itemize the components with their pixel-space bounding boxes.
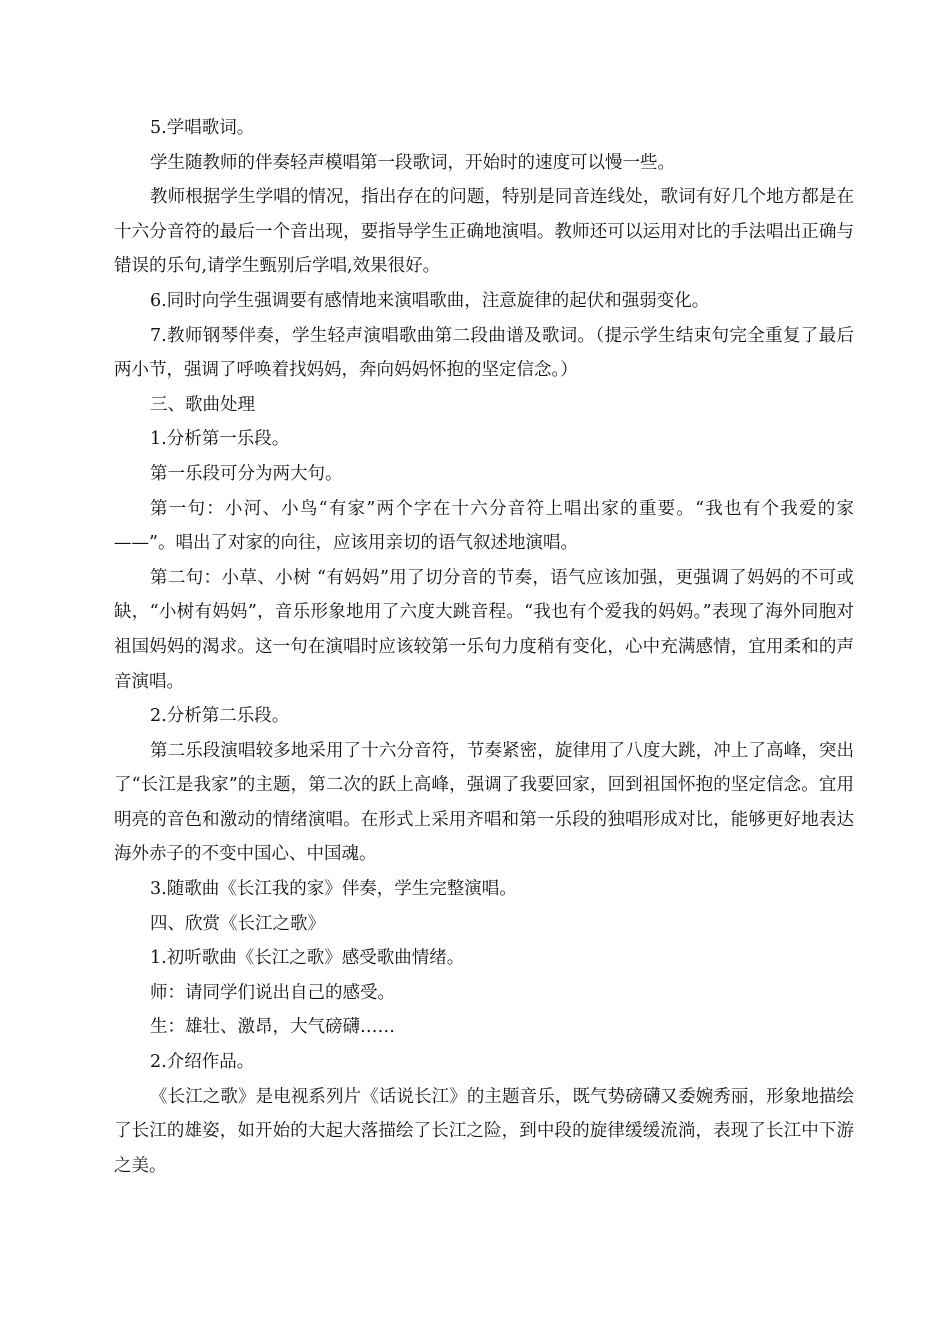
paragraph-student-response: 生：雄壮、激昂，大气磅礴…… (150, 1017, 395, 1038)
paragraph-step-3-sing: 3.随歌曲《长江我的家》伴奏，学生完整演唱。 (150, 879, 517, 900)
paragraph-first-listen: 1.初听歌曲《长江之歌》感受歌曲情绪。 (150, 948, 465, 969)
paragraph-teacher-prompt: 师：请同学们说出自己的感受。 (150, 982, 395, 1003)
paragraph-work-description: 《长江之歌》是电视系列片《话说长江》的主题音乐，既气势磅礴又委婉秀丽，形象地描绘了长江的雄姿，如开始的大起大落描绘了长江之险，到中段的旋律缓缓流淌，表现了长江中下游之美。 (114, 1086, 854, 1176)
paragraph-first-phrase: 第一句：小河、小鸟“有家”两个字在十六分音符上唱出家的重要。“我也有个我爱的家——”。唱出了对家的向往，应该用亲切的语气叙述地演唱。 (114, 498, 854, 554)
paragraph-teacher-guidance: 教师根据学生学唱的情况，指出存在的问题，特别是同音连线处，歌词有好几个地方都是在十六分音符的最后一个音出现，要指导学生正确地演唱。教师还可以运用对比的手法唱出正确与错误的乐句,请学生甄别后学唱,效果很好。 (114, 187, 854, 277)
paragraph-introduce-work: 2.介绍作品。 (150, 1052, 255, 1073)
paragraph-second-section: 第二乐段演唱较多地采用了十六分音符，节奏紧密，旋律用了八度大跳，冲上了高峰，突出了“长江是我家”的主题，第二次的跃上高峰，强调了我要回家，回到祖国怀抱的坚定信念。宜用明亮的音色和激动的情绪演唱。在形式上采用齐唱和第一乐段的独唱形成对比，能够更好地表达海外赤子的不变中国心、中国魂。 (114, 740, 854, 865)
paragraph-humming: 学生随教师的伴奏轻声模唱第一段歌词，开始时的速度可以慢一些。 (150, 152, 675, 173)
section-heading-song-processing: 三、歌曲处理 (150, 394, 255, 415)
paragraph-step-6: 6.同时向学生强调要有感情地来演唱歌曲，注意旋律的起伏和强弱变化。 (150, 290, 710, 311)
paragraph-step-5: 5.学唱歌词。 (150, 118, 255, 138)
paragraph-analysis-2: 2.分析第二乐段。 (150, 706, 290, 727)
paragraph-two-phrases: 第一乐段可分为两大句。 (150, 463, 343, 484)
document-page (114, 111, 854, 1183)
section-heading-appreciation: 四、欣赏《长江之歌》 (150, 913, 325, 934)
paragraph-analysis-1: 1.分析第一乐段。 (150, 429, 290, 450)
paragraph-second-phrase: 第二句：小草、小树 “有妈妈”用了切分音的节奏，语气应该加强，更强调了妈妈的不可或缺，“小树有妈妈”，音乐形象地用了六度大跳音程。“我也有个爱我的妈妈。”表现了海外同胞对祖国妈妈的渴求。这一句在演唱时应该较第一乐句力度稍有变化，心中充满感情，宜用柔和的声音演唱。 (114, 567, 854, 692)
paragraph-step-7: 7.教师钢琴伴奏，学生轻声演唱歌曲第二段曲谱及歌词。（提示学生结束句完全重复了最后两小节，强调了呼唤着找妈妈，奔向妈妈怀抱的坚定信念。） (114, 325, 854, 381)
